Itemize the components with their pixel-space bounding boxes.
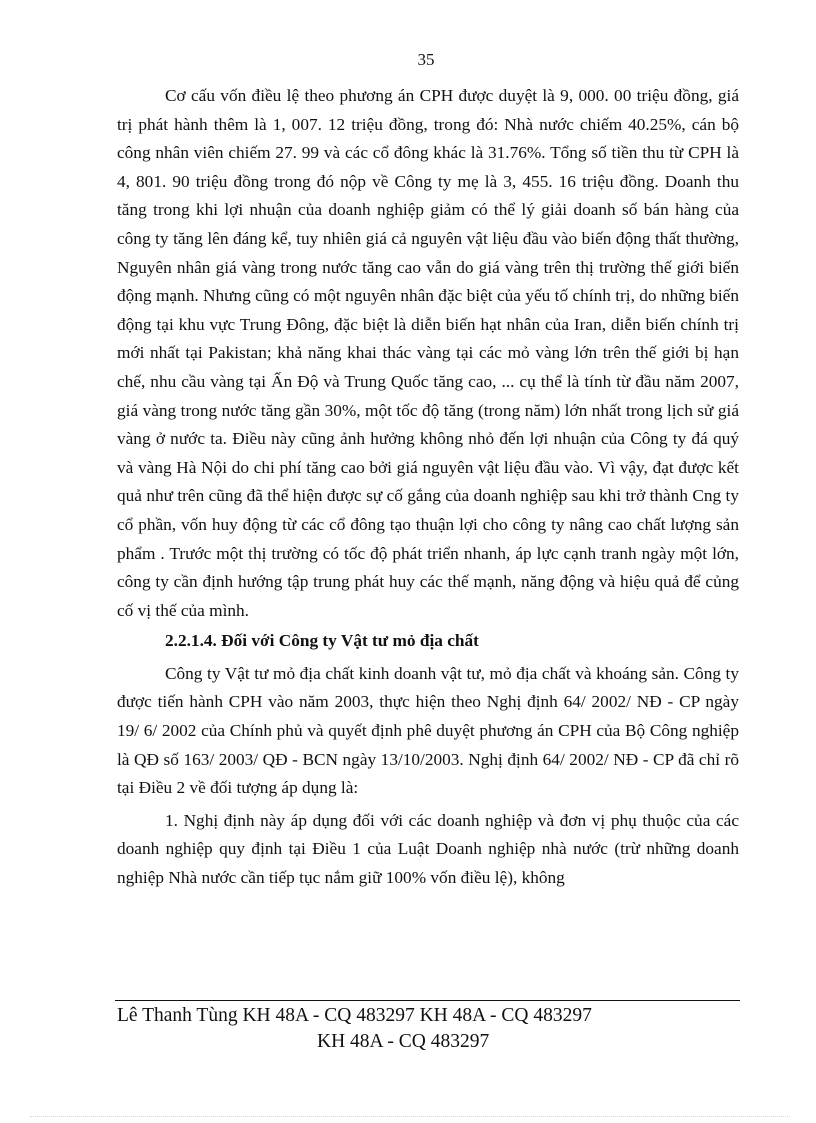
paragraph-list-item-1: 1. Nghị định này áp dụng đối với các doanh nghiệp và đơn vị phụ thuộc của các doanh nghiệp quy định tại Điều 1 của Luật Doanh nghiệp nhà nước (trừ những doanh nghiệp Nhà nước cần tiếp tục nắm giữ 100% vốn điều lệ), không: [117, 810, 739, 888]
footer-author-line: Lê Thanh Tùng KH 48A - CQ 483297 KH 48A - CQ 483297: [117, 1005, 592, 1026]
paragraph-company-intro: Công ty Vật tư mỏ địa chất kinh doanh vật tư, mỏ địa chất và khoáng sản. Công ty được tiến hành CPH vào năm 2003, thực hiện theo Nghị định 64/ 2002/ NĐ - CP ngày 19/ 6/ 2002 của Chính phủ và quyết định phê duyệt phương án CPH của Bộ Công nghiệp là QĐ số 163/ 2003/ QĐ - BCN ngày 13/10/2003. Nghị định 64/ 2002/ NĐ - CP đã chỉ rõ tại Điều 2 về đối tượng áp dụng là:: [117, 663, 739, 798]
page-number: 35: [417, 50, 435, 69]
paragraph-capital-structure: Cơ cấu vốn điều lệ theo phương án CPH được duyệt là 9, 000. 00 triệu đồng, giá trị phát hành thêm là 1, 007. 12 triệu đồng, trong đó: Nhà nước chiếm 40.25%, cán bộ công nhân viên chiếm 27. 99 và các cổ đông khác là 31.76%. Tổng số tiền thu từ CPH là 4, 801. 90 triệu đồng trong đó nộp về Công ty mẹ là 3, 455. 16 triệu đồng. Doanh thu tăng trong khi lợi nhuận của doanh nghiệp giảm có thể lý giải doanh số bán hàng của công ty tăng lên đáng kể, tuy nhiên giá cả nguyên vật liệu đầu vào biến động thất thường, Nguyên nhân giá vàng trong nước tăng cao vẫn do giá vàng trên thị trường thế giới biến động mạnh. Nhưng cũng có một nguyên nhân đặc biệt của yếu tố chính trị, do những biến động tại khu vực Trung Đông, đặc biệt là diễn biến hạt nhân của Iran, diễn biến chính trị mới nhất tại Pakistan; khả năng khai thác vàng tại các mỏ vàng lớn trên thế giới bị hạn chế, nhu cầu vàng tại Ấn Độ và Trung Quốc tăng cao, ... cụ thể là tính từ đầu năm 2007, giá vàng trong nước tăng gần 30%, một tốc độ tăng (trong năm) lớn nhất trong lịch sử giá vàng ở nước ta. Điều này cũng ảnh hưởng không nhỏ đến lợi nhuận của Công ty đá quý và vàng Hà Nội do chi phí tăng cao bởi giá nguyên vật liệu đầu vào. Vì vậy, đạt được kết quả như trên cũng đã thể hiện được sự cố gắng của doanh nghiệp sau khi trở thành Cng ty cổ phần, vốn huy động từ các cổ đông tạo thuận lợi cho công ty nâng cao chất lượng sản phẩm . Trước một thị trường có tốc độ phát triển nhanh, áp lực cạnh tranh ngày một lớn, công ty cần định hướng tập trung phát huy các thế mạnh, năng động và hiệu quả để củng cố vị thế của mình.: [117, 86, 739, 620]
section-heading: 2.2.1.4. Đối với Công ty Vật tư mỏ địa chất: [165, 631, 479, 651]
footer-code-line: KH 48A - CQ 483297: [317, 1031, 490, 1052]
footer-divider: [115, 1000, 740, 1001]
page-bottom-edge: [30, 1116, 790, 1117]
document-body: [117, 82, 739, 893]
page-footer: [117, 1003, 677, 1055]
